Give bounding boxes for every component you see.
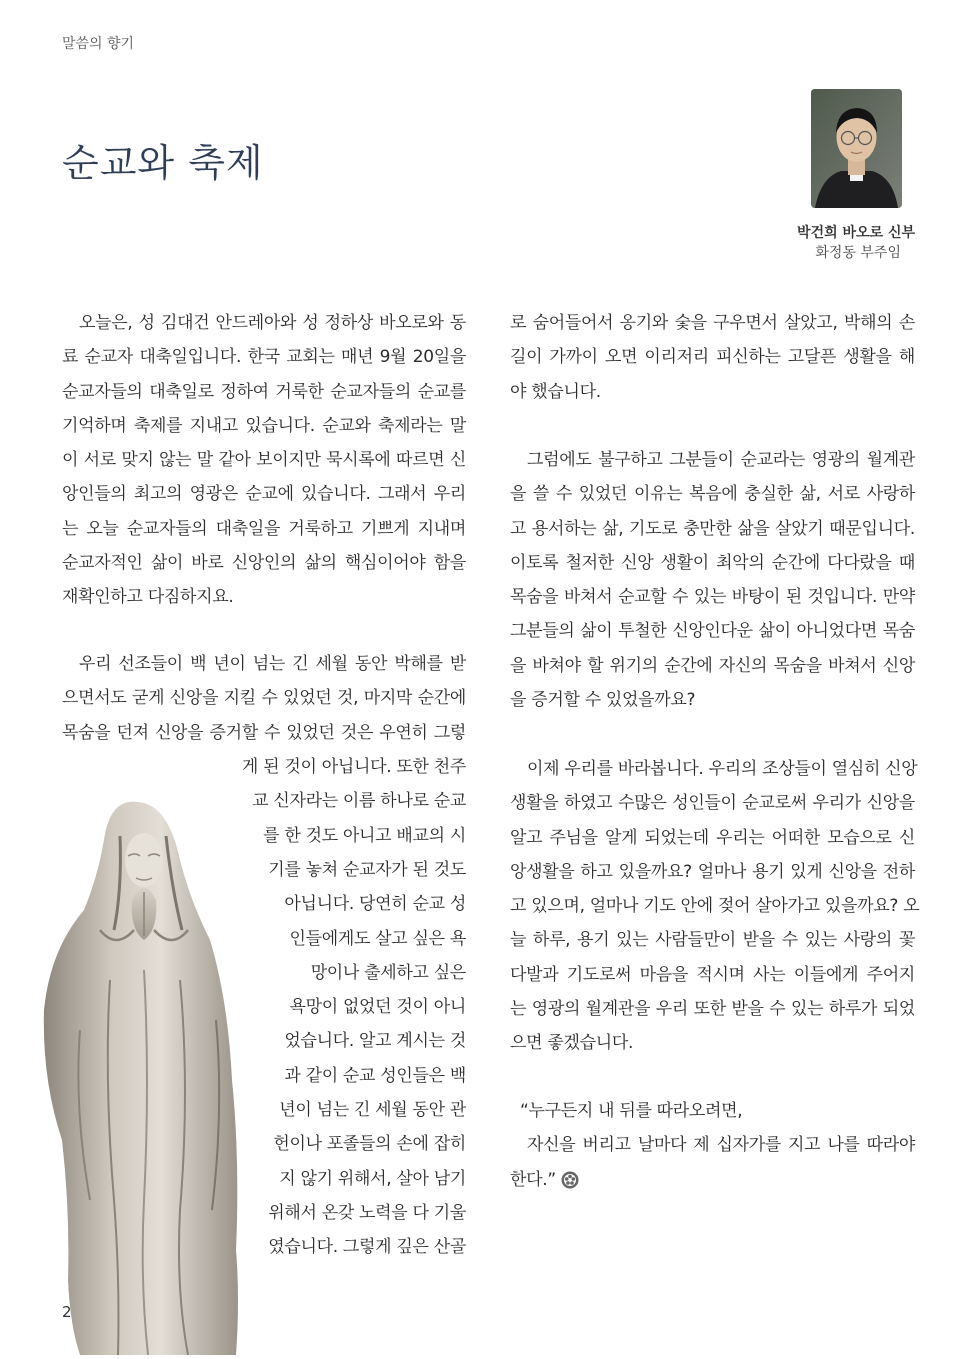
text-line: 늘 하루, 용기 있는 사람들만이 받을 수 있는 사랑의 꽃 [510, 930, 915, 951]
text-line: 지 않기 위해서, 살아 남기 [279, 1168, 466, 1189]
text-line: 목숨을 던져 신앙을 증거할 수 있었던 것은 우연히 그렇 [62, 722, 466, 743]
text-line: 야 했습니다. [510, 381, 601, 402]
text-line: 였습니다. 그렇게 깊은 산골 [268, 1237, 466, 1258]
text-line: 앙인들의 최고의 영광은 순교에 있습니다. 그래서 우리 [62, 484, 466, 505]
text-line: 길이 가까이 오면 이리저리 피신하는 고달픈 생활을 해 [510, 347, 915, 368]
col2-paragraph-3 [510, 752, 920, 1061]
author-portrait [811, 89, 902, 208]
text-line: 게 된 것이 아닙니다. 또한 천주 [241, 757, 466, 777]
text-line: 을 바쳐야 할 위기의 순간에 자신의 목숨을 바쳐서 신앙 [510, 655, 915, 676]
text-line: 그분들의 삶이 투철한 신앙인다운 삶이 아니었다면 목숨 [510, 621, 915, 642]
col1-paragraph-2 [62, 647, 466, 750]
statue-illustration [40, 780, 250, 1355]
col2-paragraph-2 [510, 443, 915, 717]
text-line: 목숨을 바쳐서 순교할 수 있는 바탕이 된 것입니다. 만약 [510, 587, 915, 608]
text-line: 는 영광의 월계관을 우리 또한 받을 수 있는 하루가 되었 [510, 999, 915, 1020]
text-line: 우리 선조들이 백 년이 넘는 긴 세월 동안 박해를 받 [79, 654, 466, 674]
author-role: 화정동 부주임 [815, 245, 901, 261]
text-line: 알고 주님을 알게 되었는데 우리는 어떠한 모습으로 신 [510, 827, 915, 848]
text-line: 고 용서하는 삶, 기도로 충만한 삶을 살았기 때문입니다. [510, 518, 915, 539]
text-line: 다발과 기도로써 마음을 적시며 사는 이들에게 주어지 [510, 964, 915, 985]
text-line: “누구든지 내 뒤를 따라오려면, [520, 1101, 743, 1121]
author-name: 박건희 바오로 신부 [797, 225, 915, 241]
text-line: 한다.” [510, 1169, 556, 1190]
text-line: 과 같이 순교 성인들은 백 [284, 1065, 466, 1086]
scripture-quote [510, 1094, 915, 1197]
col1-paragraph-1 [62, 306, 466, 615]
text-line: 헌이나 포졸들의 손에 잡히 [273, 1134, 466, 1155]
section-label: 말씀의 향기 [62, 36, 135, 52]
text-line: 욕망이 없었던 것이 아니 [289, 997, 466, 1018]
text-line: 고 있으며, 얼마나 기도 안에 젖어 살아가고 있을까요? 오 [510, 896, 920, 917]
text-line: 인들에게도 살고 싶은 욕 [289, 928, 466, 949]
col2-paragraph-1 [510, 306, 915, 409]
text-line: 을 증거할 수 있었을까요? [510, 690, 696, 711]
text-line: 생활을 하였고 수많은 성인들이 순교로써 우리가 신앙을 [510, 793, 915, 814]
author-photo [811, 89, 902, 208]
text-line: 었습니다. 알고 계시는 것 [284, 1031, 466, 1052]
text-line: 자신을 버리고 날마다 제 십자가를 지고 나를 따라야 [527, 1135, 915, 1156]
text-line: 순교자적인 삶이 바로 신앙인의 삶의 핵심이어야 함을 [62, 553, 466, 574]
text-line: 교 신자라는 이름 하나로 순교 [252, 791, 466, 812]
text-line: 으면서도 굳게 신앙을 지킬 수 있었던 것, 마지막 순간에 [62, 688, 466, 709]
text-line: 아닙니다. 당연히 순교 성 [284, 894, 466, 915]
text-line: 이 서로 맞지 않는 말 같아 보이지만 묵시록에 따르면 신 [62, 450, 466, 471]
page-number: 2 [62, 1303, 72, 1321]
text-line: 료 순교자 대축일입니다. 한국 교회는 매년 9월 20일을 [62, 347, 466, 368]
quote-end-line [510, 1163, 915, 1197]
text-line: 이제 우리를 바라봅니다. 우리의 조상들이 열심히 신앙 [527, 759, 918, 779]
text-line: 망이나 출세하고 싶은 [310, 962, 466, 983]
text-line: 순교자들의 대축일로 정하여 거룩한 순교자들의 순교를 [62, 381, 466, 402]
text-line: 년이 넘는 긴 세월 동안 관 [279, 1100, 466, 1120]
text-line: 위해서 온갖 노력을 다 기울 [268, 1202, 466, 1223]
text-line: 을 쓸 수 있었던 이유는 복음에 충실한 삶, 서로 사랑하 [510, 484, 915, 505]
text-line: 재확인하고 다짐하지요. [62, 587, 234, 608]
text-line: 이토록 철저한 신앙 생활이 최악의 순간에 다다랐을 때 [510, 552, 915, 573]
text-line: 를 한 것도 아니고 배교의 시 [263, 825, 466, 846]
text-line: 기를 놓쳐 순교자가 된 것도 [268, 859, 466, 880]
text-line: 으면 좋겠습니다. [510, 1033, 634, 1054]
text-line: 오늘은, 성 김대건 안드레아와 성 정하상 바오로와 동 [79, 313, 466, 333]
article-title: 순교와 축제 [62, 141, 264, 185]
text-line: 기억하며 축제를 지내고 있습니다. 순교와 축제라는 말 [62, 415, 466, 436]
praying-statue-image [40, 780, 250, 1355]
end-mark-icon [560, 1170, 580, 1190]
text-line: 앙생활을 하고 있을까요? 얼마나 용기 있게 신앙을 전하 [510, 861, 915, 882]
text-line: 는 오늘 순교자들의 대축일을 거룩하고 기쁘게 지내며 [62, 518, 466, 539]
text-line: 로 숨어들어서 옹기와 숯을 구우면서 살았고, 박해의 손 [510, 313, 915, 333]
text-line: 그럼에도 불구하고 그분들이 순교라는 영광의 월계관 [527, 450, 915, 470]
